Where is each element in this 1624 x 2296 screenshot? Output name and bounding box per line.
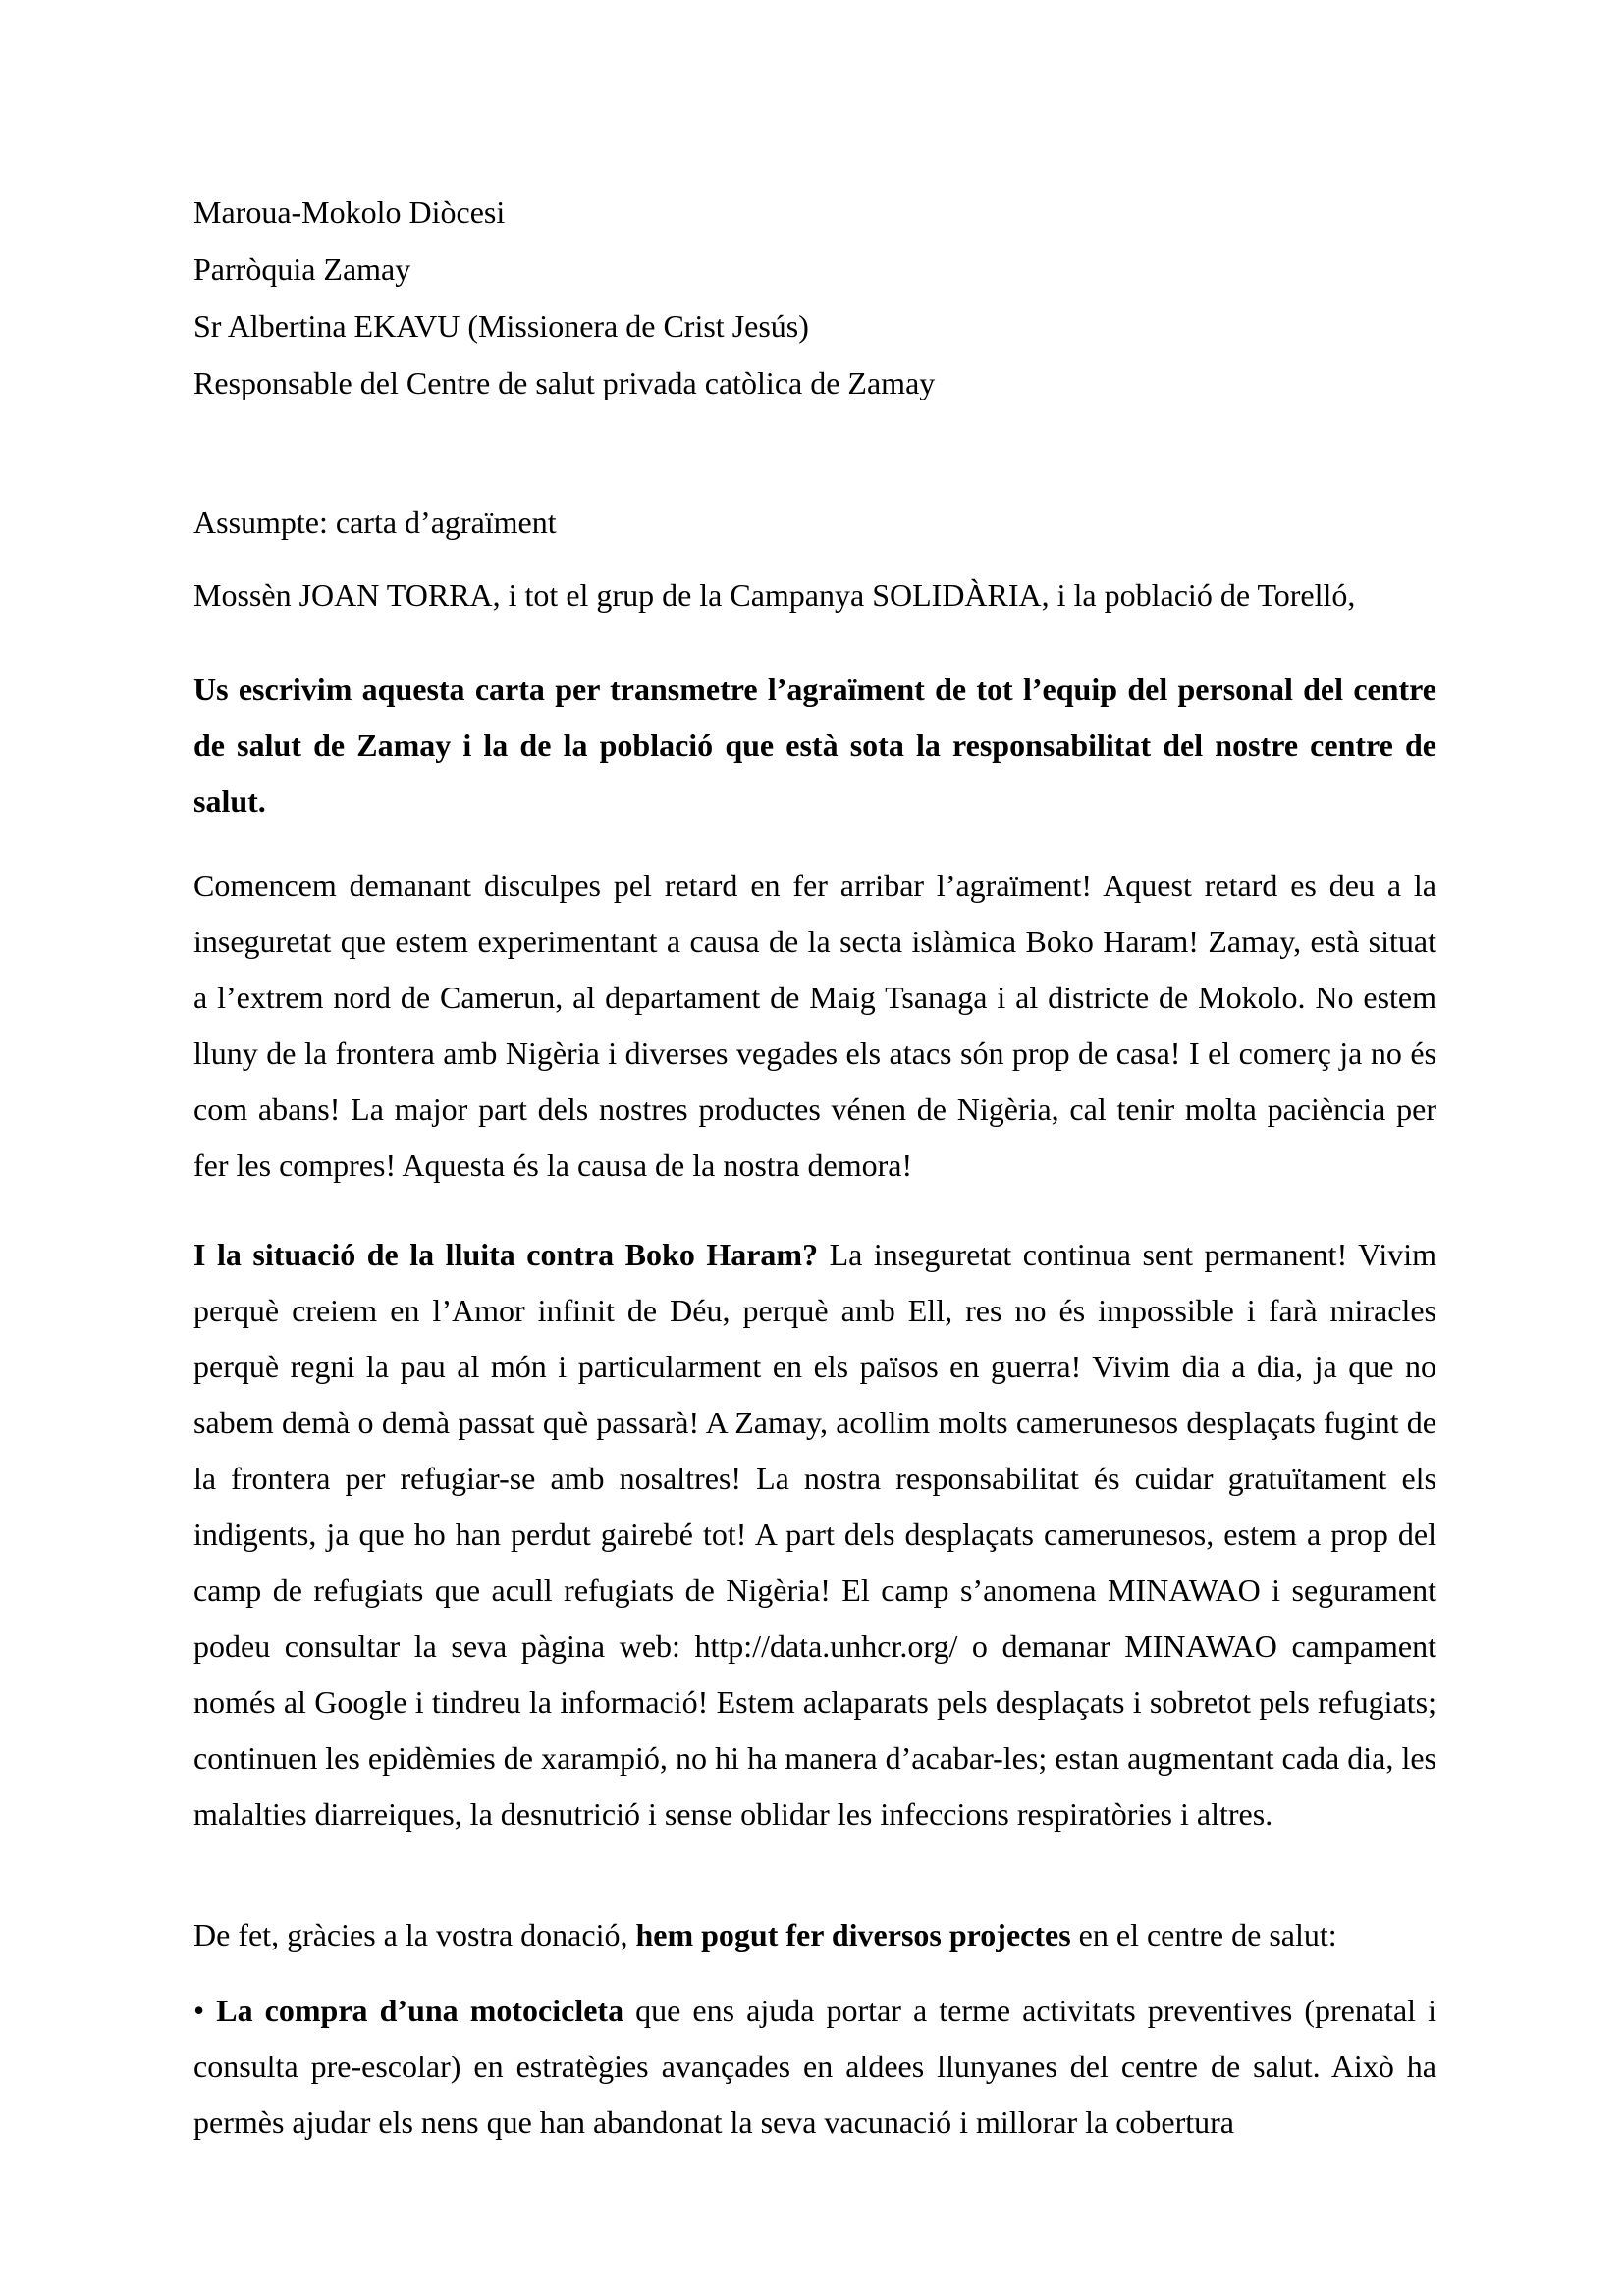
- header-role: Responsable del Centre de salut privada catòlica de Zamay: [193, 365, 936, 400]
- salutation: Mossèn JOAN TORRA, i tot el grup de la Campanya SOLIDÀRIA, i la població de Torelló,: [193, 577, 1356, 613]
- header-diocese: Maroua-Mokolo Diòcesi: [193, 194, 506, 230]
- projects-bold: hem pogut fer diversos projectes: [635, 1917, 1071, 1952]
- paragraph-situation: [193, 1227, 1436, 1842]
- projects-tail: en el centre de salut:: [1070, 1917, 1337, 1952]
- situation-text: La inseguretat continua sent permanent! Vivim perquè creiem en l’Amor infinit de Déu, perquè amb Ell, res no és impossible i farà miracles perquè regni la pau al món i particularment en els països en guerra! Vivim dia a dia, ja que no sabem demà o demà passat què passarà! A Zamay, acollim molts camerunesos desplaçats fugint de la frontera per refugiar-se amb nosaltres! La nostra responsabilitat és cuidar gratuïtament els indigents, ja que ho han perdut gairebé tot! A part dels desplaçats camerunesos, estem a prop del camp de refugiats que acull refugiats de Nigèria! El camp s’anomena MINAWAO i segurament podeu consultar la seva pàgina web: http://data.unhcr.org/ o demanar MINAWAO campament només al Google i tindreu la informació! Estem aclaparats pels desplaçats i sobretot pels refugiats; continuen les epidèmies de xarampió, no hi ha manera d’acabar-les; estan augmentant cada dia, les malalties diarreiques, la desnutrició i sense oblidar les infeccions respiratòries i altres.: [193, 1237, 1437, 1832]
- header-sender: Sr Albertina EKAVU (Missionera de Crist Jesús): [193, 308, 809, 344]
- paragraph-projects: [193, 1919, 1337, 1950]
- situation-heading: I la situació de la lluita contra Boko Haram?: [193, 1237, 819, 1272]
- paragraph-delay: Comencem demanant disculpes pel retard en fer arribar l’agraïment! Aquest retard es deu a la inseguretat que estem experimentant a causa de la secta islàmica Boko Haram! Zamay, està situat a l’extrem nord de Camerun, al departament de Maig Tsanaga i al districte de Mokolo. No estem lluny de la frontera amb Nigèria i diverses vegades els atacs són prop de casa! I el comerç ja no és com abans! La major part dels nostres productes vénen de Nigèria, cal tenir molta paciència per fer les compres! Aquesta és la causa de la nostra demora!: [193, 868, 1436, 1183]
- projects-intro: De fet, gràcies a la vostra donació,: [193, 1917, 636, 1952]
- header-parish: Parròquia Zamay: [193, 251, 411, 287]
- bullet-motorcycle-title: La compra d’una motocicleta: [204, 1993, 624, 2028]
- bullet-motorcycle-text: que ens ajuda portar a terme activitats preventives (prenatal i consulta pre-escolar) en estratègies avançades en aldees llunyanes del centre de salut. Això ha permès ajudar els nens que han abandonat la seva vacunació i millorar la cobertura: [193, 1993, 1437, 2140]
- bullet-icon: •: [193, 1993, 205, 2028]
- intro-paragraph: Us escrivim aquesta carta per transmetre l’agraïment de tot l’equip del personal del centre de salut de Zamay i la de la població que està sota la responsabilitat del nostre centre de salut.: [193, 671, 1436, 819]
- subject-line: Assumpte: carta d’agraïment: [193, 505, 557, 540]
- bullet-motorcycle: [193, 1983, 1436, 2151]
